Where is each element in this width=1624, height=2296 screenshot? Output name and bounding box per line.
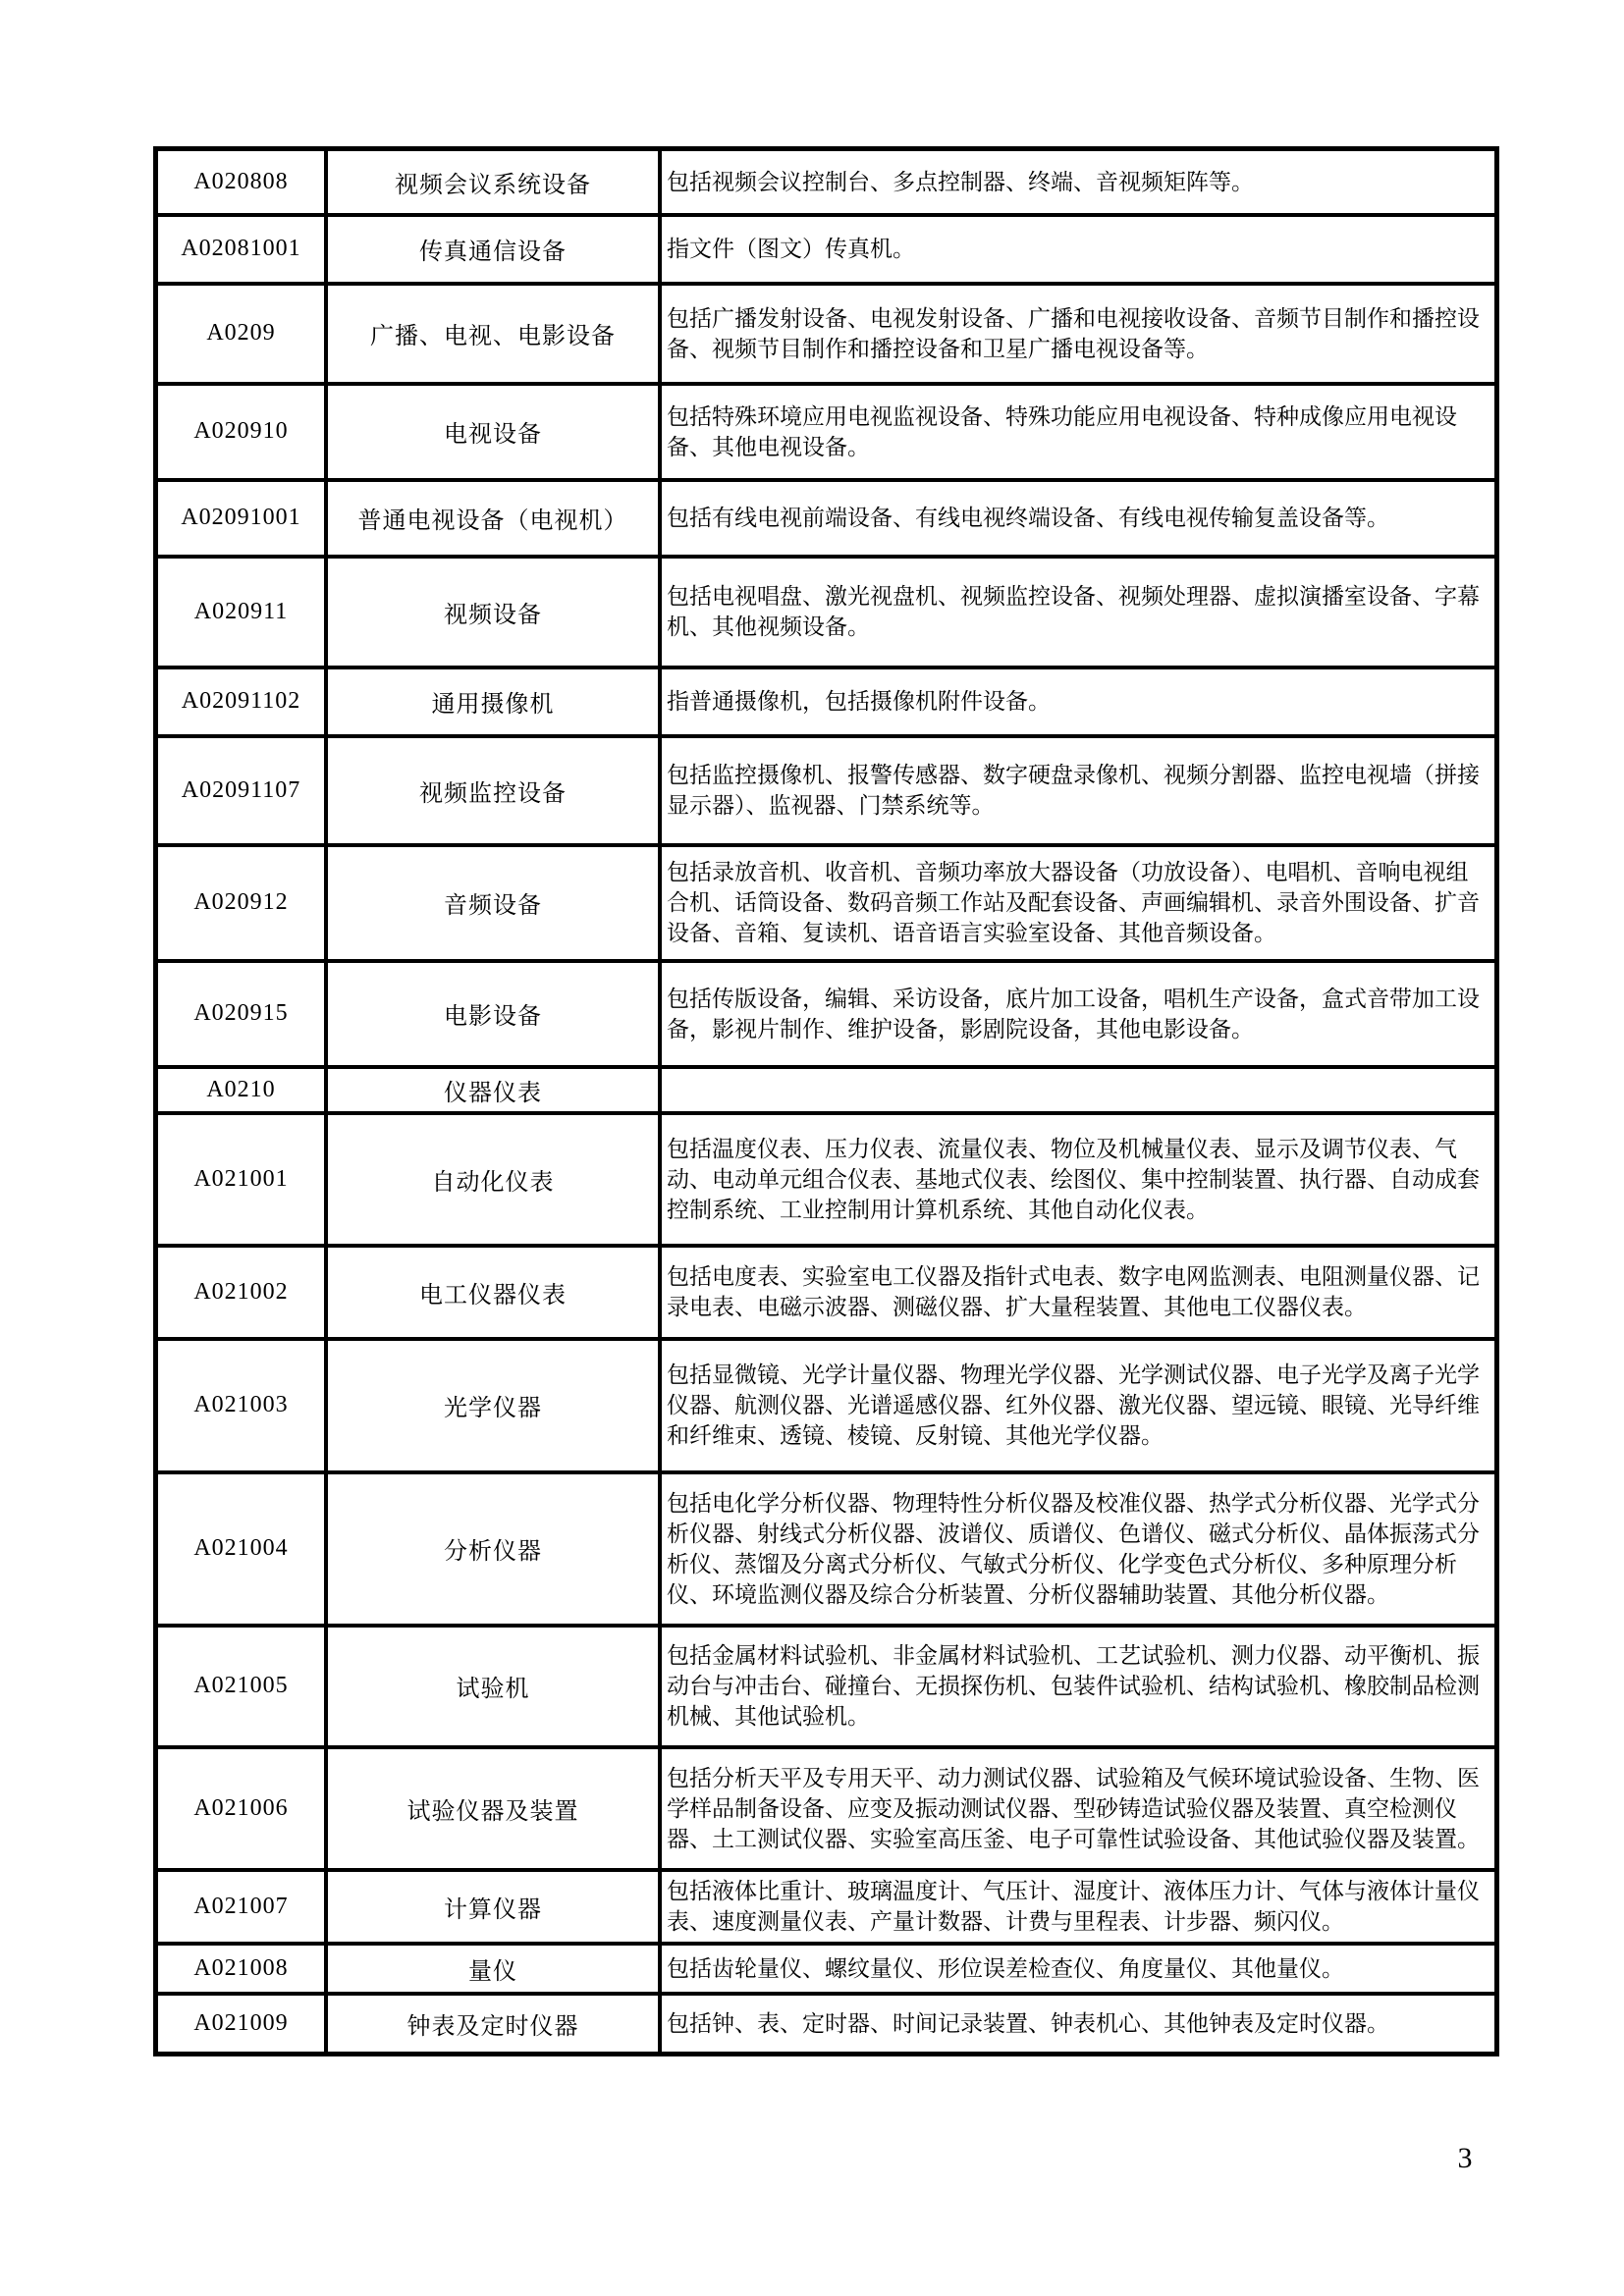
description-cell: 指普通摄像机，包括摄像机附件设备。 (660, 667, 1497, 736)
description-cell: 包括录放音机、收音机、音频功率放大器设备（功放设备）、电唱机、音响电视组合机、话筒设备、数码音频工作站及配套设备、声画编辑机、录音外围设备、扩音设备、音箱、复读机、语音语言实验室设备、其他音频设备。 (660, 845, 1497, 961)
page-number: 3 (1457, 2142, 1473, 2174)
table-row (156, 1944, 1497, 1994)
code-cell: A021001 (156, 1113, 327, 1246)
table-row (156, 1246, 1497, 1339)
name-cell: 通用摄像机 (326, 667, 660, 736)
name-cell: 钟表及定时仪器 (326, 1994, 660, 2055)
table-row (156, 1339, 1497, 1472)
description-cell: 包括有线电视前端设备、有线电视终端设备、有线电视传输复盖设备等。 (660, 480, 1497, 557)
code-cell: A021009 (156, 1994, 327, 2055)
code-cell: A02091107 (156, 736, 327, 845)
code-cell: A021008 (156, 1944, 327, 1994)
code-cell: A020915 (156, 961, 327, 1067)
code-cell: A02091102 (156, 667, 327, 736)
table-row (156, 480, 1497, 557)
table-row (156, 1626, 1497, 1747)
name-cell: 视频会议系统设备 (326, 149, 660, 215)
description-cell: 包括齿轮量仪、螺纹量仪、形位误差检查仪、角度量仪、其他量仪。 (660, 1944, 1497, 1994)
code-cell: A021003 (156, 1339, 327, 1472)
name-cell: 试验机 (326, 1626, 660, 1747)
asset-classification-table (153, 146, 1499, 2056)
code-cell: A020911 (156, 557, 327, 667)
description-cell: 包括液体比重计、玻璃温度计、气压计、湿度计、液体压力计、气体与液体计量仪表、速度测量仪表、产量计数器、计费与里程表、计步器、频闪仪。 (660, 1870, 1497, 1944)
name-cell: 广播、电视、电影设备 (326, 284, 660, 384)
code-cell: A0209 (156, 284, 327, 384)
description-cell: 包括特殊环境应用电视监视设备、特殊功能应用电视设备、特种成像应用电视设备、其他电视设备。 (660, 384, 1497, 480)
code-cell: A021007 (156, 1870, 327, 1944)
code-cell: A020910 (156, 384, 327, 480)
description-cell: 包括显微镜、光学计量仪器、物理光学仪器、光学测试仪器、电子光学及离子光学仪器、航测仪器、光谱遥感仪器、红外仪器、激光仪器、望远镜、眼镜、光导纤维和纤维束、透镜、棱镜、反射镜、其他光学仪器。 (660, 1339, 1497, 1472)
name-cell: 光学仪器 (326, 1339, 660, 1472)
code-cell: A02081001 (156, 215, 327, 284)
name-cell: 传真通信设备 (326, 215, 660, 284)
name-cell: 仪器仪表 (326, 1067, 660, 1113)
description-cell: 包括温度仪表、压力仪表、流量仪表、物位及机械量仪表、显示及调节仪表、气动、电动单元组合仪表、基地式仪表、绘图仪、集中控制装置、执行器、自动成套控制系统、工业控制用计算机系统、其他自动化仪表。 (660, 1113, 1497, 1246)
table-row (156, 149, 1497, 215)
name-cell: 计算仪器 (326, 1870, 660, 1944)
table-row (156, 845, 1497, 961)
name-cell: 电工仪器仪表 (326, 1246, 660, 1339)
code-cell: A020912 (156, 845, 327, 961)
name-cell: 音频设备 (326, 845, 660, 961)
table-row (156, 961, 1497, 1067)
code-cell: A021006 (156, 1747, 327, 1870)
table-row (156, 736, 1497, 845)
name-cell: 电影设备 (326, 961, 660, 1067)
description-cell: 包括分析天平及专用天平、动力测试仪器、试验箱及气候环境试验设备、生物、医学样品制备设备、应变及振动测试仪器、型砂铸造试验仪器及装置、真空检测仪器、土工测试仪器、实验室高压釜、电子可靠性试验设备、其他试验仪器及装置。 (660, 1747, 1497, 1870)
description-cell: 包括电度表、实验室电工仪器及指针式电表、数字电网监测表、电阻测量仪器、记录电表、电磁示波器、测磁仪器、扩大量程装置、其他电工仪器仪表。 (660, 1246, 1497, 1339)
code-cell: A021005 (156, 1626, 327, 1747)
description-cell: 包括钟、表、定时器、时间记录装置、钟表机心、其他钟表及定时仪器。 (660, 1994, 1497, 2055)
code-cell: A021002 (156, 1246, 327, 1339)
table-row (156, 1472, 1497, 1626)
classification-table-body (156, 149, 1497, 2055)
description-cell: 包括视频会议控制台、多点控制器、终端、音视频矩阵等。 (660, 149, 1497, 215)
name-cell: 普通电视设备（电视机） (326, 480, 660, 557)
name-cell: 自动化仪表 (326, 1113, 660, 1246)
table-row (156, 284, 1497, 384)
name-cell: 电视设备 (326, 384, 660, 480)
table-row (156, 384, 1497, 480)
name-cell: 视频监控设备 (326, 736, 660, 845)
table-row (156, 1994, 1497, 2055)
description-cell: 包括广播发射设备、电视发射设备、广播和电视接收设备、音频节目制作和播控设备、视频节目制作和播控设备和卫星广播电视设备等。 (660, 284, 1497, 384)
table-row (156, 667, 1497, 736)
description-cell: 包括电化学分析仪器、物理特性分析仪器及校准仪器、热学式分析仪器、光学式分析仪器、射线式分析仪器、波谱仪、质谱仪、色谱仪、磁式分析仪、晶体振荡式分析仪、蒸馏及分离式分析仪、气敏式分析仪、化学变色式分析仪、多种原理分析仪、环境监测仪器及综合分析装置、分析仪器辅助装置、其他分析仪器。 (660, 1472, 1497, 1626)
name-cell: 量仪 (326, 1944, 660, 1994)
description-cell: 包括电视唱盘、激光视盘机、视频监控设备、视频处理器、虚拟演播室设备、字幕机、其他视频设备。 (660, 557, 1497, 667)
code-cell: A020808 (156, 149, 327, 215)
table-row (156, 1113, 1497, 1246)
code-cell: A0210 (156, 1067, 327, 1113)
code-cell: A02091001 (156, 480, 327, 557)
description-cell: 指文件（图文）传真机。 (660, 215, 1497, 284)
description-cell: 包括监控摄像机、报警传感器、数字硬盘录像机、视频分割器、监控电视墙（拼接显示器）、监视器、门禁系统等。 (660, 736, 1497, 845)
name-cell: 视频设备 (326, 557, 660, 667)
table-row (156, 1870, 1497, 1944)
description-cell: 包括传版设备，编辑、采访设备，底片加工设备，唱机生产设备，盒式音带加工设备，影视片制作、维护设备，影剧院设备，其他电影设备。 (660, 961, 1497, 1067)
table-row (156, 557, 1497, 667)
description-cell: 包括金属材料试验机、非金属材料试验机、工艺试验机、测力仪器、动平衡机、振动台与冲击台、碰撞台、无损探伤机、包装件试验机、结构试验机、橡胶制品检测机械、其他试验机。 (660, 1626, 1497, 1747)
name-cell: 分析仪器 (326, 1472, 660, 1626)
description-cell (660, 1067, 1497, 1113)
table-row (156, 215, 1497, 284)
name-cell: 试验仪器及装置 (326, 1747, 660, 1870)
code-cell: A021004 (156, 1472, 327, 1626)
table-row (156, 1067, 1497, 1113)
table-row (156, 1747, 1497, 1870)
